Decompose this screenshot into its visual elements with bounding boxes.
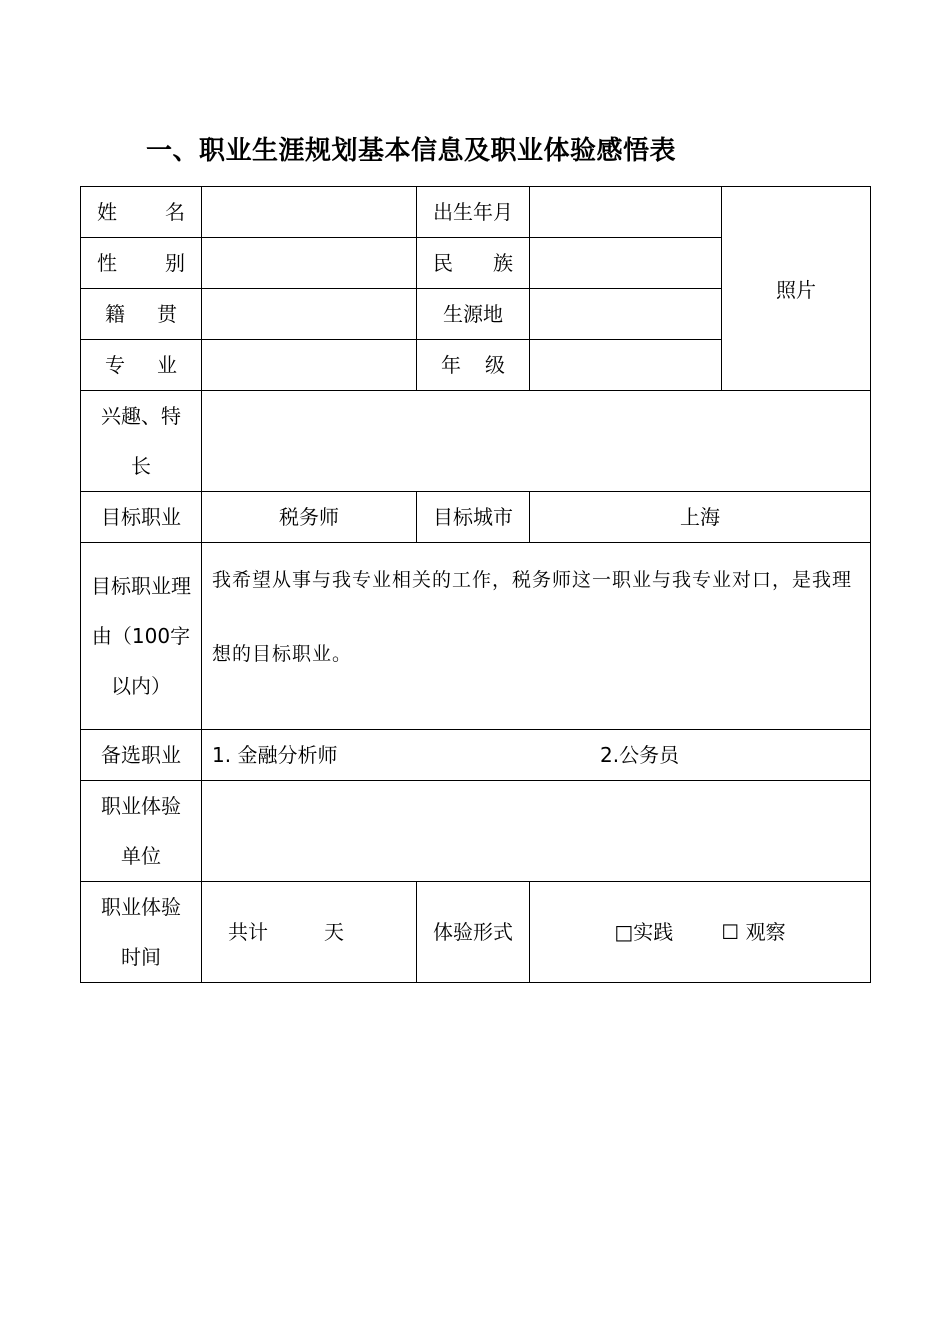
reason-label: 目标职业理由（100字以内） — [81, 543, 202, 730]
experience-unit-field[interactable] — [202, 781, 871, 882]
table-row — [81, 492, 871, 543]
experience-form-label: 体验形式 — [417, 882, 530, 983]
birth-label: 出生年月 — [417, 187, 530, 238]
alternative-1: 1. 金融分析师 — [212, 743, 338, 767]
interests-field[interactable] — [202, 391, 871, 492]
ethnicity-field[interactable] — [530, 238, 722, 289]
photo-cell[interactable] — [722, 187, 871, 391]
name-label: 姓 名 — [81, 187, 202, 238]
source-label: 生源地 — [417, 289, 530, 340]
target-job-label: 目标职业 — [81, 492, 202, 543]
experience-days-field[interactable]: 共计 天 — [202, 882, 417, 983]
reason-text[interactable]: 我希望从事与我专业相关的工作，税务师这一职业与我专业对口，是我理想的目标职业。 — [202, 543, 871, 730]
gender-field[interactable] — [202, 238, 417, 289]
major-field[interactable] — [202, 340, 417, 391]
interests-label: 兴趣、特长 — [81, 391, 202, 492]
grade-field[interactable] — [530, 340, 722, 391]
grade-label: 年 级 — [417, 340, 530, 391]
experience-time-label: 职业体验时间 — [81, 882, 202, 983]
table-row — [81, 730, 871, 781]
name-field[interactable] — [202, 187, 417, 238]
target-job-value[interactable]: 税务师 — [202, 492, 417, 543]
table-row — [81, 882, 871, 983]
table-row — [81, 187, 871, 238]
alternative-2: 2.公务员 — [600, 743, 680, 767]
experience-unit-label: 职业体验单位 — [81, 781, 202, 882]
table-row — [81, 543, 871, 730]
origin-field[interactable] — [202, 289, 417, 340]
photo-label: 照片 — [776, 278, 816, 302]
origin-label: 籍 贯 — [81, 289, 202, 340]
observe-checkbox[interactable]: ☐ 观察 — [721, 920, 786, 944]
experience-form-options — [530, 882, 871, 983]
alternative-field[interactable] — [202, 730, 871, 781]
target-city-value[interactable]: 上海 — [530, 492, 871, 543]
table-row — [81, 391, 871, 492]
practice-checkbox[interactable]: □实践 — [614, 920, 674, 944]
target-city-label: 目标城市 — [417, 492, 530, 543]
source-field[interactable] — [530, 289, 722, 340]
career-info-table — [80, 186, 871, 983]
major-label: 专 业 — [81, 340, 202, 391]
ethnicity-label: 民 族 — [417, 238, 530, 289]
alternative-label: 备选职业 — [81, 730, 202, 781]
gender-label: 性 别 — [81, 238, 202, 289]
birth-field[interactable] — [530, 187, 722, 238]
table-row — [81, 781, 871, 882]
page-title: 一、职业生涯规划基本信息及职业体验感悟表 — [146, 136, 677, 166]
